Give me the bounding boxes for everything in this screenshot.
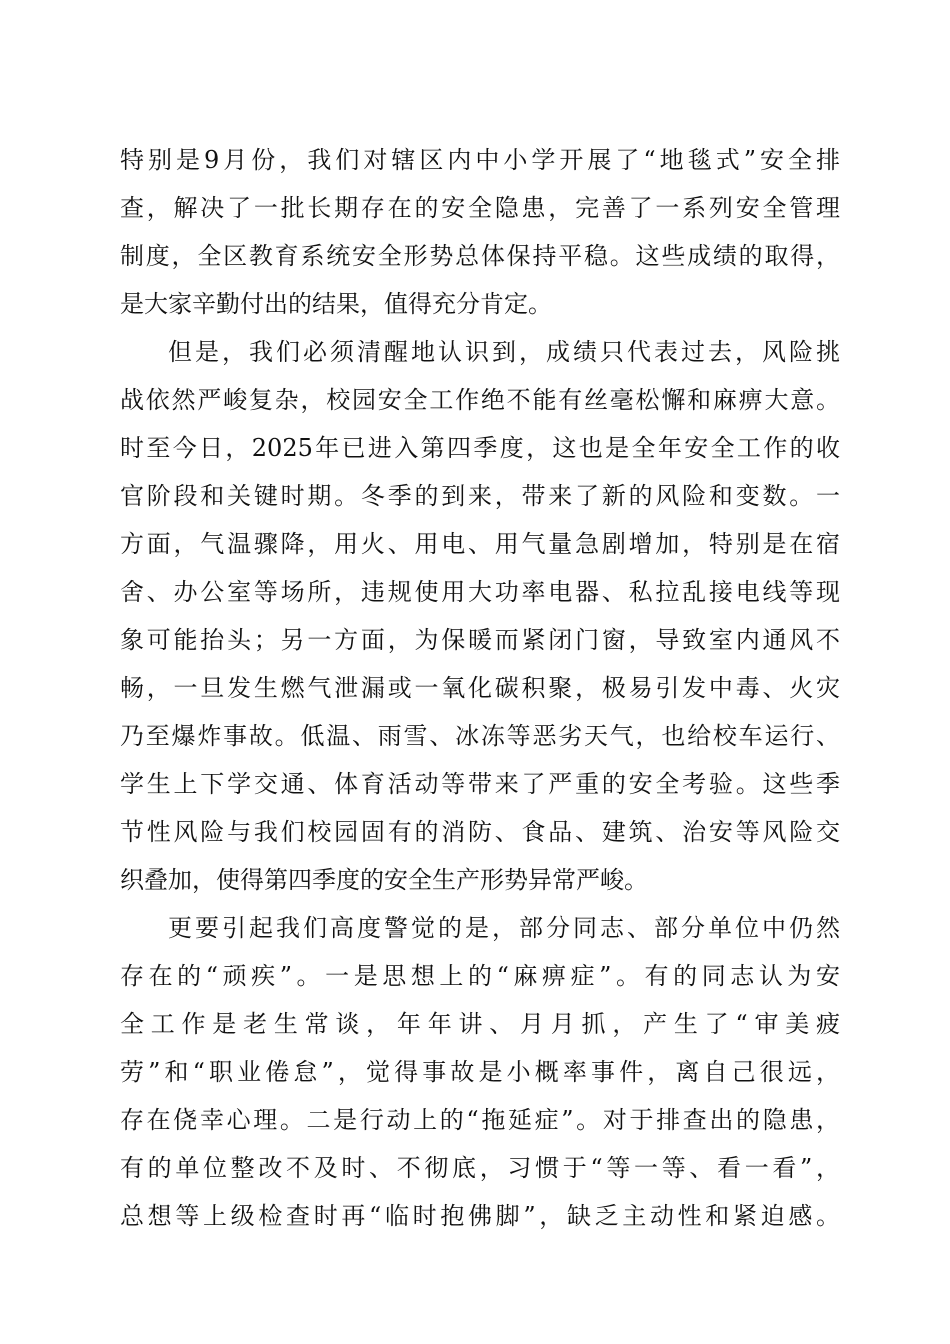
paragraph-2-line-8: 畅，一旦发生燃气泄漏或一氧化碳积聚，极易引发中毒、火灾 — [120, 674, 840, 702]
paragraph-3-line-5: 存在侥幸心理。二是行动上的“拖延症”。对于排查出的隐患， — [120, 1106, 840, 1134]
paragraph-2-line-12: 织叠加，使得第四季度的安全生产形势异常严峻。 — [120, 866, 648, 894]
paragraph-1-line-2: 查，解决了一批长期存在的安全隐患，完善了一系列安全管理 — [120, 194, 840, 222]
paragraph-3-line-6: 有的单位整改不及时、不彻底，习惯于“等一等、看一看”， — [120, 1154, 840, 1182]
paragraph-2-line-10: 学生上下学交通、体育活动等带来了严重的安全考验。这些季 — [120, 770, 840, 798]
paragraph-2-line-3: 时至今日，2025年已进入第四季度，这也是全年安全工作的收 — [120, 434, 840, 462]
paragraph-2-line-4: 官阶段和关键时期。冬季的到来，带来了新的风险和变数。一 — [120, 482, 840, 510]
paragraph-3-line-4: 劳”和“职业倦怠”，觉得事故是小概率事件，离自己很远， — [120, 1058, 840, 1086]
paragraph-3-line-2: 存在的“顽疾”。一是思想上的“麻痹症”。有的同志认为安 — [120, 962, 840, 990]
paragraph-1-line-3: 制度，全区教育系统安全形势总体保持平稳。这些成绩的取得， — [120, 242, 840, 270]
paragraph-2-line-11: 节性风险与我们校园固有的消防、食品、建筑、治安等风险交 — [120, 818, 840, 846]
paragraph-3-line-1: 更要引起我们高度警觉的是，部分同志、部分单位中仍然 — [168, 914, 840, 942]
paragraph-3-line-3: 全工作是老生常谈，年年讲、月月抓，产生了“审美疲 — [120, 1010, 840, 1038]
paragraph-2-line-1: 但是，我们必须清醒地认识到，成绩只代表过去，风险挑 — [168, 338, 840, 366]
paragraph-3-line-7: 总想等上级检查时再“临时抱佛脚”，缺乏主动性和紧迫感。 — [120, 1202, 840, 1230]
paragraph-2-line-6: 舍、办公室等场所，违规使用大功率电器、私拉乱接电线等现 — [120, 578, 840, 606]
paragraph-2-line-7: 象可能抬头；另一方面，为保暖而紧闭门窗，导致室内通风不 — [120, 626, 840, 654]
paragraph-2-line-5: 方面，气温骤降，用火、用电、用气量急剧增加，特别是在宿 — [120, 530, 840, 558]
paragraph-2-line-2: 战依然严峻复杂，校园安全工作绝不能有丝毫松懈和麻痹大意。 — [120, 386, 840, 414]
paragraph-2-line-9: 乃至爆炸事故。低温、雨雪、冰冻等恶劣天气，也给校车运行、 — [120, 722, 840, 750]
paragraph-1-line-4: 是大家辛勤付出的结果，值得充分肯定。 — [120, 290, 552, 318]
paragraph-1-line-1: 特别是9月份，我们对辖区内中小学开展了“地毯式”安全排 — [120, 146, 840, 174]
